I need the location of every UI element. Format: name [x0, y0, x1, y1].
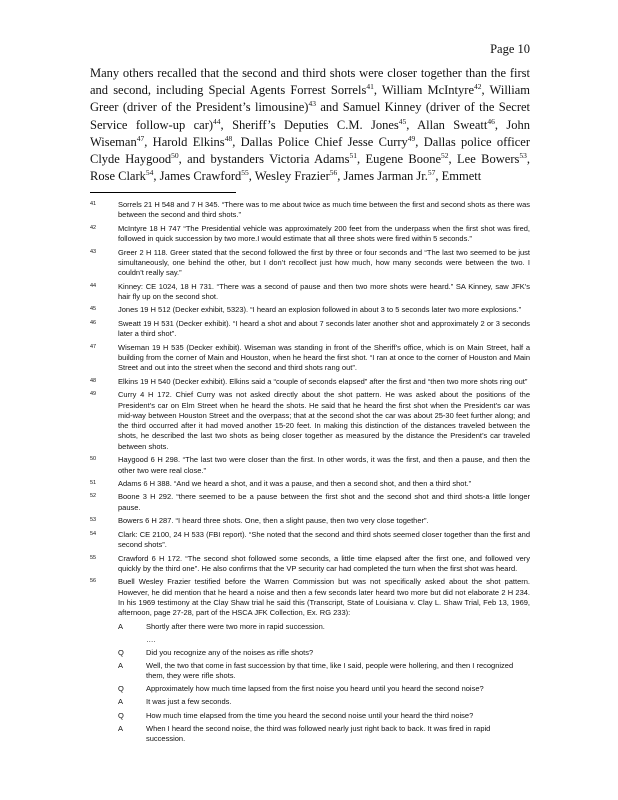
footnote-text: Curry 4 H 172. Chief Curry was not asked directly about the shot pattern. He was asked about the positions of the President’s car on Elm Street when he heard the shots. He said that he heard the first shot when the President’s car was mid-way between Houston Street and the overpass; that at the second shot the car was about 25-30 feet further along; and the third occurred after it had moved another 15-20 feet. In making this distinction of the distances traveled between the shots, he described the last two shots as being closer together as measured by the distance the President’s car traveled between shots. — [118, 390, 530, 451]
body-text-segment: , Harold Elkins — [144, 134, 225, 149]
transcript-speaker: A — [118, 660, 124, 670]
footnote-text: Kinney: CE 1024, 18 H 731. “There was a second of pause and then two more shots were heard.” SA Kinney, saw JFK’s hair fly up on the second shot. — [118, 281, 530, 301]
footnote-number: 48 — [90, 377, 97, 384]
footnote-text: Wiseman 19 H 535 (Decker exhibit). Wiseman was standing in front of the Sheriff’s office, which is on Main Street, half a building from the corner of Main and Houston, when he heard the first shot. “I ran at once to the corner of Houston and Main Street and out into the street when the second and third shots rang out”. — [118, 342, 530, 373]
footnote-ref: 44 — [213, 116, 221, 126]
footnote-ref: 43 — [308, 99, 316, 109]
footnote — [90, 305, 530, 315]
body-text-segment: Many others recalled that the second and third shots were closer together than the first and second, including Special Agents Forrest Sorrels — [90, 66, 530, 98]
transcript-line — [90, 724, 530, 745]
transcript-speaker: A — [118, 621, 124, 631]
body-text-segment: , Lee Bowers — [448, 152, 520, 167]
body-text-segment: , Rose Clark — [90, 152, 530, 184]
transcript-line — [90, 635, 530, 645]
body-text-segment: , William Greer (driver of the President’s limousine) — [90, 83, 531, 115]
body-text-segment: and Samuel Kinney (driver of the Secret Service follow-up car) — [90, 100, 530, 132]
footnote-ref: 52 — [441, 150, 449, 160]
footnote — [90, 530, 530, 551]
transcript-text: When I heard the second noise, the third was followed nearly just right back to back. It was fired in rapid succession. — [146, 723, 491, 743]
footnote-ref: 56 — [329, 168, 338, 178]
footnote-number: 51 — [90, 480, 97, 486]
body-text-segment: , James Jarman Jr. — [337, 169, 428, 184]
footnote-number: 55 — [90, 554, 97, 561]
body-text-segment: , Eugene Boone — [357, 152, 442, 167]
transcript-line — [90, 711, 530, 721]
transcript-line — [90, 648, 530, 658]
footnote-ref: 49 — [407, 133, 416, 143]
transcript-line — [90, 622, 530, 632]
footnote-ref: 51 — [349, 150, 357, 160]
transcript-text: Approximately how much time lapsed from the first noise you heard until you heard the second noise? — [146, 684, 484, 694]
footnote-text: Sorrels 21 H 548 and 7 H 345. “There was to me about twice as much time between the first and second shots as there was between the second and third shots.” — [118, 200, 530, 220]
footnote-ref: 55 — [241, 168, 249, 178]
footnote-ref: 41 — [366, 82, 374, 92]
footnote — [90, 200, 530, 221]
body-text-segment: , John Wiseman — [90, 117, 530, 149]
footnote-number: 42 — [90, 224, 97, 231]
footnote — [90, 248, 530, 279]
footnote-ref: 47 — [136, 133, 145, 143]
footnote-number: 43 — [90, 248, 97, 255]
body-paragraph — [90, 65, 530, 185]
body-text-segment: , Allan Sweatt — [406, 117, 488, 132]
footnotes-section — [90, 200, 530, 747]
transcript-text: It was just a few seconds. — [146, 697, 232, 707]
footnote-number: 47 — [90, 343, 97, 350]
footnote-number: 54 — [90, 530, 97, 537]
footnote-text: Haygood 6 H 298. “The last two were closer than the first. In other words, it was the first, and then a pause, and then the other two were real close.” — [118, 455, 530, 475]
body-text-segment: , James Crawford — [153, 169, 242, 184]
footnote-list — [90, 200, 530, 619]
footnote-number: 44 — [90, 282, 97, 289]
transcript-speaker: Q — [118, 647, 124, 657]
body-text-segment: , William McIntyre — [373, 83, 474, 98]
transcript-speaker: Q — [118, 710, 124, 720]
footnote — [90, 479, 530, 489]
body-text-segment: , Sheriff’s Deputies C.M. Jones — [220, 117, 399, 132]
footnote — [90, 377, 530, 387]
transcript-text: How much time elapsed from the time you heard the second noise until your heard the third noise? — [146, 710, 474, 720]
transcript-speaker: A — [118, 723, 124, 733]
footnote — [90, 390, 530, 452]
footnote-text: Buell Wesley Frazier testified before the Warren Commission but was not specifically asked about the shot pattern. However, he did mention that he heard a noise and then a few seconds later heard two more but did not elaborate 2 H 234. In his 1969 testimony at the Clay Shaw trial he said this (Transcript, State of Louisiana v. Clay L. Shaw Trial, Feb 13, 1969, afternoon, page 27-28, part of the HSCA JFK Collection, Ex. RG 233): — [118, 577, 530, 618]
footnote — [90, 343, 530, 374]
transcript-text: …. — [146, 634, 156, 644]
footnote — [90, 319, 530, 340]
footnote-number: 45 — [90, 306, 97, 313]
body-text-segment: , Dallas Police Chief Jesse Curry — [232, 134, 408, 149]
footnote-text: Crawford 6 H 172. “The second shot followed some seconds, a little time elapsed after the first one, and followed very quickly by the third one”. He also confirms that the VP security car had completed the turn when the first shot was heard. — [118, 553, 530, 573]
footnote-text: Sweatt 19 H 531 (Decker exhibit). “I heard a shot and about 7 seconds later another shot and approximately 2 or 3 seconds later a third shot”. — [118, 318, 530, 339]
footnote-separator — [90, 192, 236, 193]
footnote-number: 56 — [90, 578, 97, 585]
footnote-number: 41 — [90, 201, 97, 207]
footnote — [90, 554, 530, 575]
footnote-number: 46 — [90, 319, 97, 326]
footnote-text: Elkins 19 H 540 (Decker exhibit). Elkins said a “couple of seconds elapsed” after the first and “then two more shots ring out” — [118, 376, 528, 386]
page-number: Page 10 — [490, 42, 530, 56]
body-text-segment: , Emmett — [435, 169, 482, 184]
footnote — [90, 516, 530, 526]
body-text-segment: , Wesley Frazier — [248, 169, 330, 184]
footnote — [90, 282, 530, 303]
transcript-line — [90, 697, 530, 707]
footnote-ref: 57 — [427, 168, 436, 178]
footnote-ref: 48 — [224, 133, 233, 143]
footnote-number: 53 — [90, 517, 97, 524]
footnote — [90, 455, 530, 476]
body-text-segment: , and bystanders Victoria Adams — [178, 152, 350, 167]
footnote-ref: 53 — [519, 150, 527, 160]
footnote-number: 52 — [90, 493, 97, 500]
transcript-line — [90, 684, 530, 694]
transcript-text: Well, the two that come in fast succession by that time, like I said, people were hollering, and then I recognized them, they were rifle shots. — [146, 660, 514, 681]
transcript-text: Did you recognize any of the noises as rifle shots? — [146, 647, 314, 657]
footnote-ref: 45 — [398, 116, 407, 126]
testimony-transcript — [90, 622, 530, 745]
footnote-ref: 42 — [474, 82, 482, 92]
body-text-segment: , Dallas police officer Clyde Haygood — [90, 134, 530, 167]
transcript-speaker: Q — [118, 684, 124, 694]
footnote — [90, 224, 530, 245]
footnote — [90, 577, 530, 618]
footnote-text: McIntyre 18 H 747 “The Presidential vehicle was approximately 200 feet from the underpass when the first shot was fired, followed in quick succession by two more.I would estimate that all three shots were fired within 5 seconds.” — [118, 223, 530, 244]
transcript-line — [90, 661, 530, 682]
footnote-number: 50 — [90, 456, 97, 463]
footnote-ref: 46 — [487, 116, 495, 126]
footnote-number: 49 — [90, 391, 97, 398]
transcript-speaker: A — [118, 697, 124, 707]
footnote-text: Clark: CE 2100, 24 H 533 (FBI report). “She noted that the second and third shots seemed closer together than the first and second shots”. — [118, 529, 530, 550]
footnote-ref: 50 — [171, 150, 179, 160]
footnote-ref: 54 — [145, 168, 154, 178]
footnote-text: Greer 2 H 118. Greer stated that the second followed the first by three or four seconds and “The last two seemed to be just simultaneously, one behind the other, but I don’t recollect just how much, how many seconds were between the two. I couldn’t really say.” — [118, 247, 530, 278]
transcript-text: Shortly after there were two more in rapid succession. — [146, 621, 325, 631]
footnote — [90, 492, 530, 513]
footnote-text: Boone 3 H 292. “there seemed to be a pause between the first shot and the second shot and third shots-a little longer pause. — [118, 492, 530, 512]
footnote-text: Bowers 6 H 287. “I heard three shots. One, then a slight pause, then two very close together”. — [118, 516, 429, 526]
footnote-text: Jones 19 H 512 (Decker exhibit, 5323). “I heard an explosion followed in about 3 to 5 seconds later two more explosions.” — [118, 305, 522, 315]
footnote-text: Adams 6 H 388. “And we heard a shot, and it was a pause, and then a second shot, and then a third shot.” — [118, 479, 472, 488]
